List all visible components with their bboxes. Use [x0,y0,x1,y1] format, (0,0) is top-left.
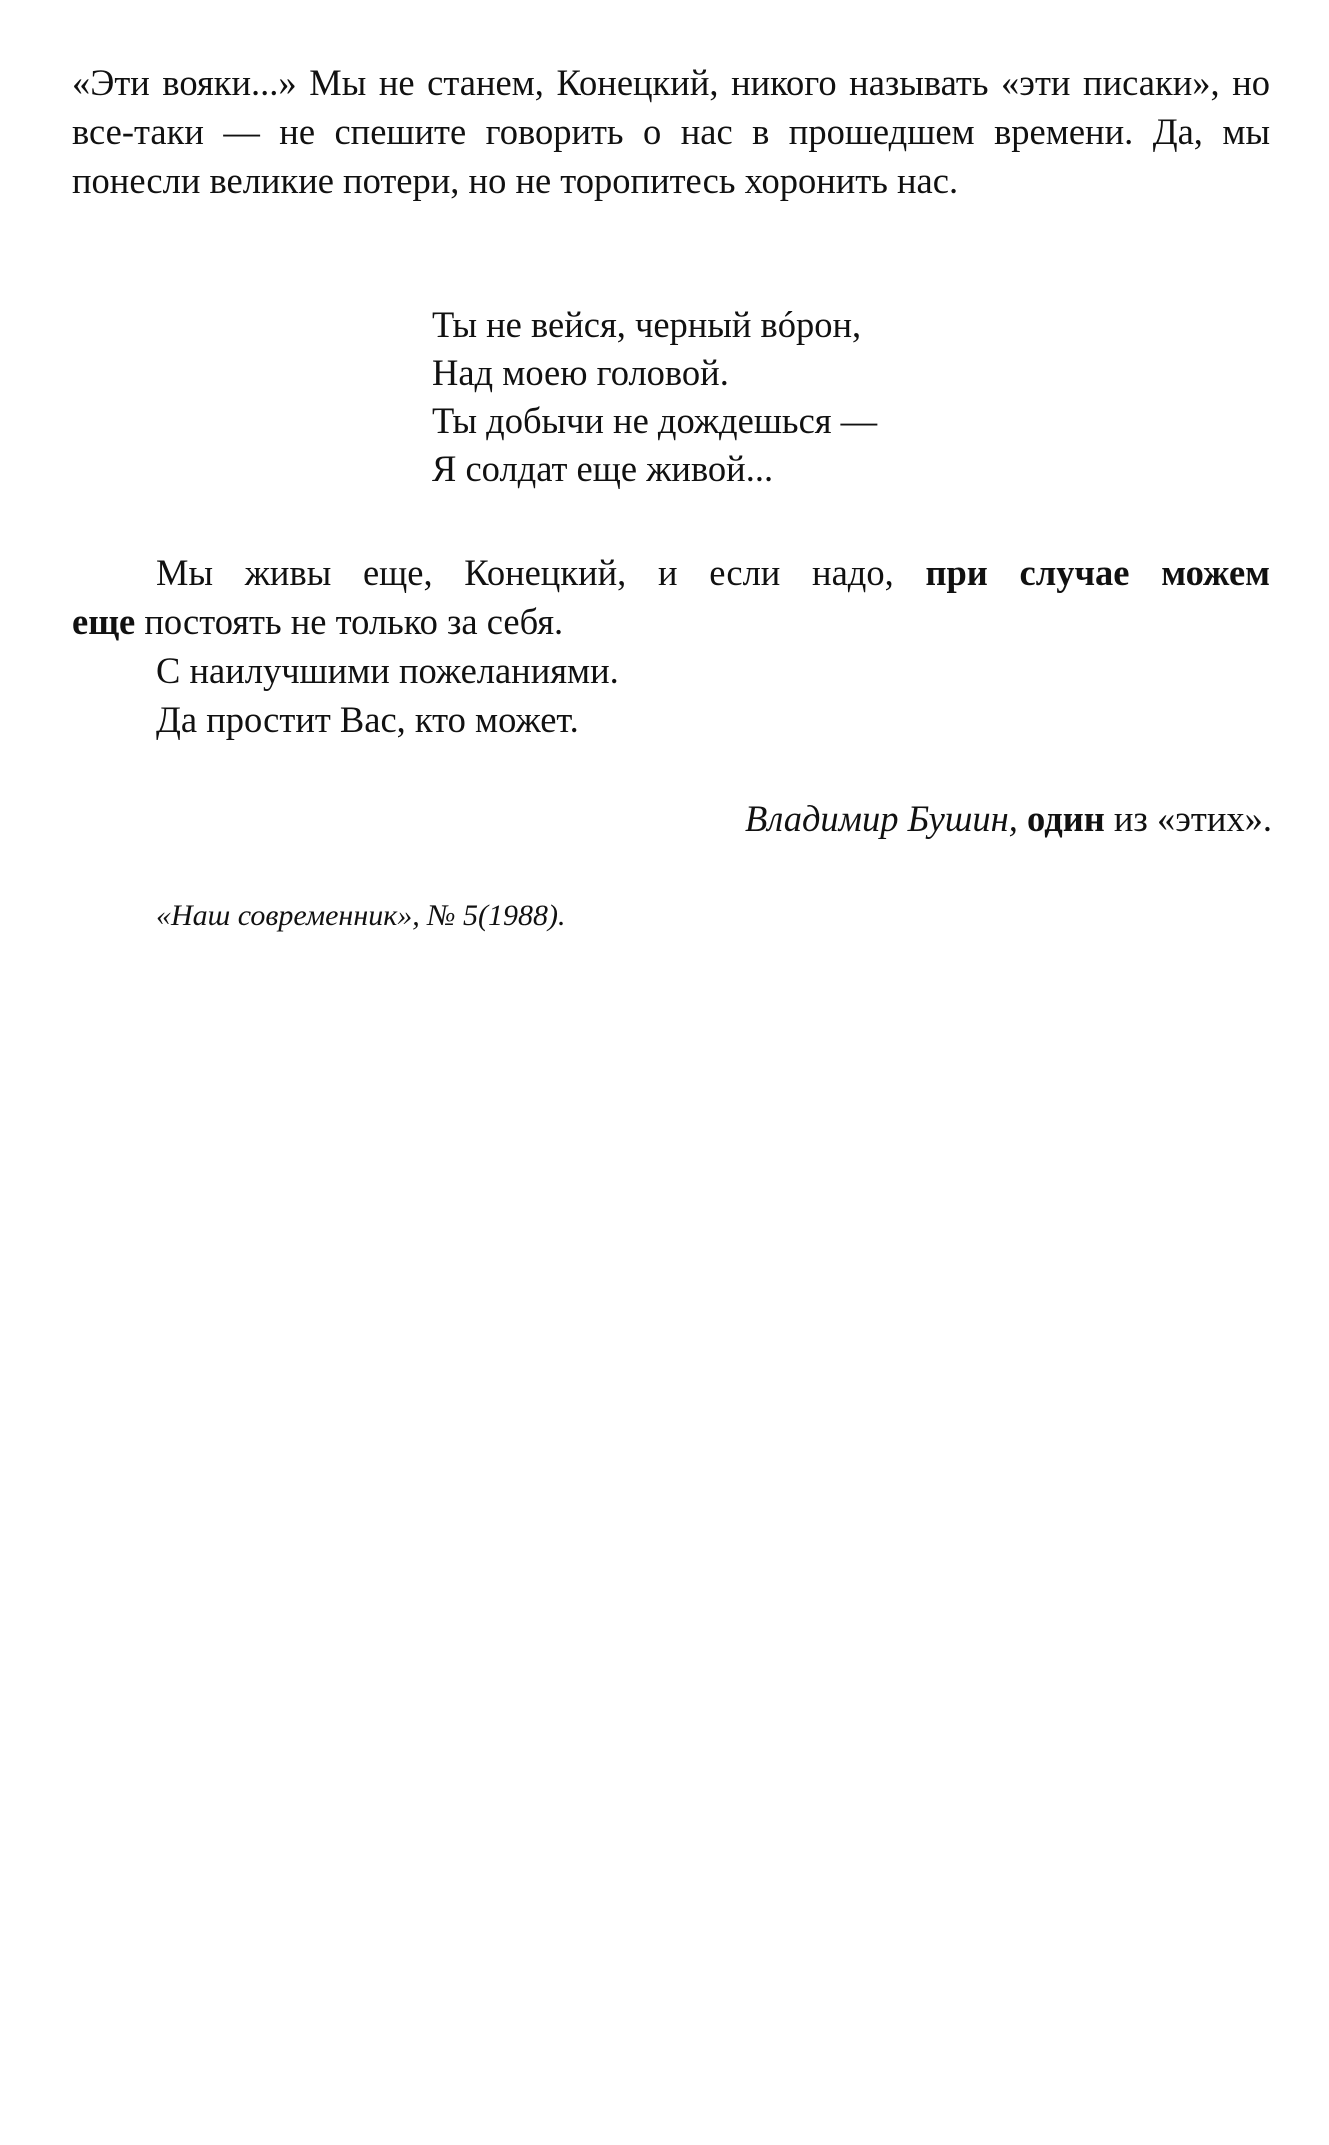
opening-paragraph: «Эти вояки...» Мы не станем, Конецкий, никого называть «эти писаки», но все-таки — не спешите говорить о нас в прошедшем времени. Да, мы понесли великие потери, но не торопитесь хоронить нас. [72,62,1270,201]
signature [745,794,1272,843]
closing-farewell: Да простит Вас, кто может. [156,699,579,740]
poem-stanza [432,301,877,493]
signature-rest: из «этих». [1104,798,1272,839]
closing-bold-text: при случае можем [925,552,1271,593]
closing-paragraph [72,548,1270,744]
closing-bold-word: еще [72,601,136,642]
closing-text-rest: постоять не только за себя. [135,601,564,642]
document-page [72,58,1272,932]
closing-line-first [72,548,1270,597]
signature-bold: один [1027,798,1105,839]
poem-line: Ты не вейся, черный вóрон, [432,304,862,345]
poem-line: Я солдат еще живой... [432,448,774,489]
closing-line-second [72,597,1270,646]
closing-text: Мы живы еще, Конецкий, и если надо, [156,552,926,593]
poem-line: Ты добычи не дождешься — [432,400,878,441]
signature-name: Владимир Бушин, [745,798,1018,839]
closing-wishes: С наилучшими пожеланиями. [156,650,619,691]
source-citation: «Наш современник», № 5(1988). [156,899,566,932]
poem-line: Над моею головой. [432,352,729,393]
